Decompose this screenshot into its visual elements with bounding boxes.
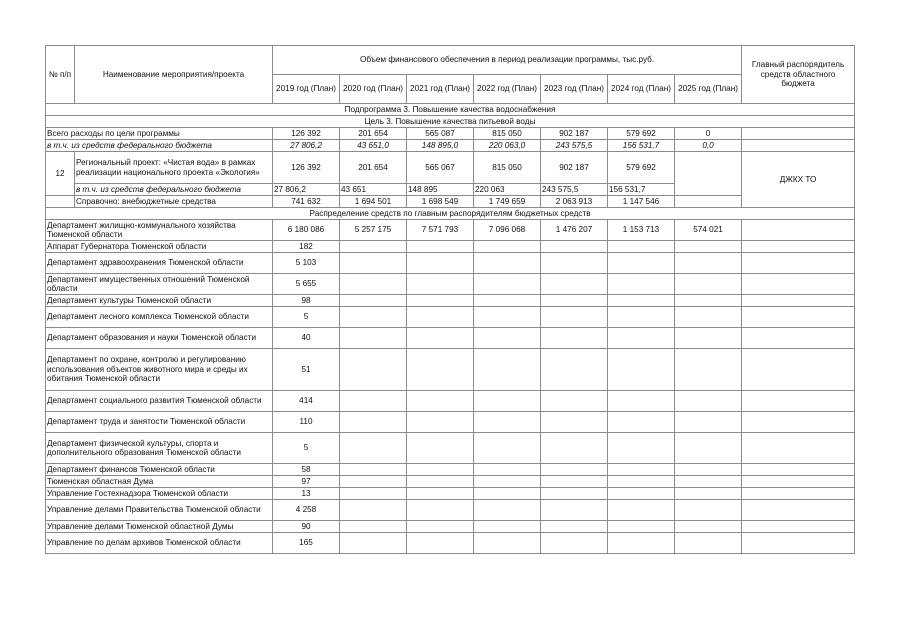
department-name: Управление делами Правительства Тюменской области bbox=[46, 500, 273, 521]
department-name: Управление Гостехнадзора Тюменской области bbox=[46, 488, 273, 500]
project-extra-value: 1 698 549 bbox=[407, 196, 474, 208]
department-value: 182 bbox=[273, 241, 340, 253]
department-row bbox=[46, 533, 855, 554]
department-row bbox=[46, 307, 855, 328]
department-value: 5 bbox=[273, 307, 340, 328]
department-row bbox=[46, 521, 855, 533]
totals-federal-value: 27 806,2 bbox=[273, 140, 340, 152]
department-value: 5 bbox=[273, 433, 340, 464]
totals-label: Всего расходы по цели программы bbox=[46, 128, 273, 140]
department-row bbox=[46, 464, 855, 476]
totals-value: 815 050 bbox=[474, 128, 541, 140]
department-value: 1 476 207 bbox=[541, 220, 608, 241]
project-value: 902 187 bbox=[541, 152, 608, 184]
department-row bbox=[46, 476, 855, 488]
department-row bbox=[46, 433, 855, 464]
totals-federal-value: 148 895,0 bbox=[407, 140, 474, 152]
project-extra-value: 1 749 659 bbox=[474, 196, 541, 208]
department-value: 7 571 793 bbox=[407, 220, 474, 241]
header-year-2023: 2023 год (План) bbox=[541, 75, 608, 104]
project-federal-value: 220 063 bbox=[474, 184, 541, 196]
project-federal-label: в т.ч. из средств федерального бюджета bbox=[75, 184, 273, 196]
project-name: Региональный проект: «Чистая вода» в рамках реализации национального проекта «Экология» bbox=[75, 152, 273, 184]
totals-federal-value: 0,0 bbox=[675, 140, 742, 152]
department-value: 110 bbox=[273, 412, 340, 433]
project-value: 565 067 bbox=[407, 152, 474, 184]
department-value: 5 257 175 bbox=[340, 220, 407, 241]
header-year-2019: 2019 год (План) bbox=[273, 75, 340, 104]
header-name: Наименование мероприятия/проекта bbox=[75, 46, 273, 104]
department-name: Управление делами Тюменской областной Думы bbox=[46, 521, 273, 533]
project-row bbox=[46, 152, 855, 184]
project-federal-value: 148 895 bbox=[407, 184, 474, 196]
project-extra-value: 2 063 913 bbox=[541, 196, 608, 208]
department-row bbox=[46, 274, 855, 295]
department-name: Департамент физической культуры, спорта и дополнительного образования Тюменской области bbox=[46, 433, 273, 464]
header-number: № п/п bbox=[46, 46, 75, 104]
totals-federal-value: 156 531,7 bbox=[608, 140, 675, 152]
department-name: Департамент имущественных отношений Тюменской области bbox=[46, 274, 273, 295]
project-federal-value: 27 806,2 bbox=[273, 184, 340, 196]
project-value: 201 654 bbox=[340, 152, 407, 184]
totals-federal-row bbox=[46, 140, 855, 152]
totals-federal-value: 220 063,0 bbox=[474, 140, 541, 152]
department-name: Департамент здравоохранения Тюменской области bbox=[46, 253, 273, 274]
department-name: Департамент лесного комплекса Тюменской области bbox=[46, 307, 273, 328]
project-value: 815 050 bbox=[474, 152, 541, 184]
department-value: 4 258 bbox=[273, 500, 340, 521]
department-row bbox=[46, 295, 855, 307]
department-row bbox=[46, 220, 855, 241]
department-name: Департамент культуры Тюменской области bbox=[46, 295, 273, 307]
project-manager: ДЖКХ ТО bbox=[742, 152, 855, 208]
subprogram-title: Подпрограмма 3. Повышение качества водоснабжения bbox=[46, 104, 855, 116]
totals-value: 201 654 bbox=[340, 128, 407, 140]
department-row bbox=[46, 391, 855, 412]
project-extra-label: Справочно: внебюджетные средства bbox=[75, 196, 273, 208]
totals-federal-value: 243 575,5 bbox=[541, 140, 608, 152]
distribution-title: Распределение средств по главным распорядителям бюджетных средств bbox=[46, 208, 855, 220]
totals-federal-value: 43 651,0 bbox=[340, 140, 407, 152]
header-year-2022: 2022 год (План) bbox=[474, 75, 541, 104]
department-name: Департамент образования и науки Тюменской области bbox=[46, 328, 273, 349]
project-value: 126 392 bbox=[273, 152, 340, 184]
project-extra-value: 1 147 546 bbox=[608, 196, 675, 208]
totals-value: 0 bbox=[675, 128, 742, 140]
department-value: 13 bbox=[273, 488, 340, 500]
department-name: Аппарат Губернатора Тюменской области bbox=[46, 241, 273, 253]
department-value: 165 bbox=[273, 533, 340, 554]
goal-title: Цель 3. Повышение качества питьевой воды bbox=[46, 116, 855, 128]
project-extra-value: 1 694 501 bbox=[340, 196, 407, 208]
header-year-2024: 2024 год (План) bbox=[608, 75, 675, 104]
project-federal-value: 243 575,5 bbox=[541, 184, 608, 196]
totals-value: 579 692 bbox=[608, 128, 675, 140]
project-number: 12 bbox=[46, 152, 75, 196]
department-value: 6 180 086 bbox=[273, 220, 340, 241]
header-year-2025: 2025 год (План) bbox=[675, 75, 742, 104]
department-name: Департамент финансов Тюменской области bbox=[46, 464, 273, 476]
department-name: Департамент по охране, контролю и регулированию использования объектов животного мира и среды их обитания Тюменской области bbox=[46, 349, 273, 391]
department-value: 58 bbox=[273, 464, 340, 476]
department-value: 90 bbox=[273, 521, 340, 533]
project-value: 579 692 bbox=[608, 152, 675, 184]
department-row bbox=[46, 349, 855, 391]
department-value: 97 bbox=[273, 476, 340, 488]
project-federal-value: 156 531,7 bbox=[608, 184, 675, 196]
department-name: Департамент жилищно-коммунального хозяйства Тюменской области bbox=[46, 220, 273, 241]
totals-value: 902 187 bbox=[541, 128, 608, 140]
totals-federal-label: в т.ч. из средств федерального бюджета bbox=[46, 140, 273, 152]
totals-value: 126 392 bbox=[273, 128, 340, 140]
totals-row bbox=[46, 128, 855, 140]
department-value: 574 021 bbox=[675, 220, 742, 241]
department-value: 7 096 068 bbox=[474, 220, 541, 241]
department-name: Департамент труда и занятости Тюменской области bbox=[46, 412, 273, 433]
header-manager: Главный распорядитель средств областного бюджета bbox=[742, 46, 855, 104]
department-value: 1 153 713 bbox=[608, 220, 675, 241]
department-value: 5 655 bbox=[273, 274, 340, 295]
program-financing-table bbox=[45, 45, 855, 554]
department-row bbox=[46, 253, 855, 274]
department-value: 98 bbox=[273, 295, 340, 307]
header-volume: Объем финансового обеспечения в период реализации программы, тыс.руб. bbox=[273, 46, 742, 75]
department-value: 5 103 bbox=[273, 253, 340, 274]
header-year-2021: 2021 год (План) bbox=[407, 75, 474, 104]
project-extra-value: 741 632 bbox=[273, 196, 340, 208]
department-value: 40 bbox=[273, 328, 340, 349]
department-name: Департамент социального развития Тюменской области bbox=[46, 391, 273, 412]
department-value: 51 bbox=[273, 349, 340, 391]
department-row bbox=[46, 328, 855, 349]
department-name: Управление по делам архивов Тюменской области bbox=[46, 533, 273, 554]
department-row bbox=[46, 412, 855, 433]
header-year-2020: 2020 год (План) bbox=[340, 75, 407, 104]
project-extra-row bbox=[46, 196, 855, 208]
department-name: Тюменская областная Дума bbox=[46, 476, 273, 488]
department-row bbox=[46, 500, 855, 521]
department-row bbox=[46, 488, 855, 500]
department-row bbox=[46, 241, 855, 253]
project-federal-value: 43 651 bbox=[340, 184, 407, 196]
totals-value: 565 087 bbox=[407, 128, 474, 140]
department-value: 414 bbox=[273, 391, 340, 412]
